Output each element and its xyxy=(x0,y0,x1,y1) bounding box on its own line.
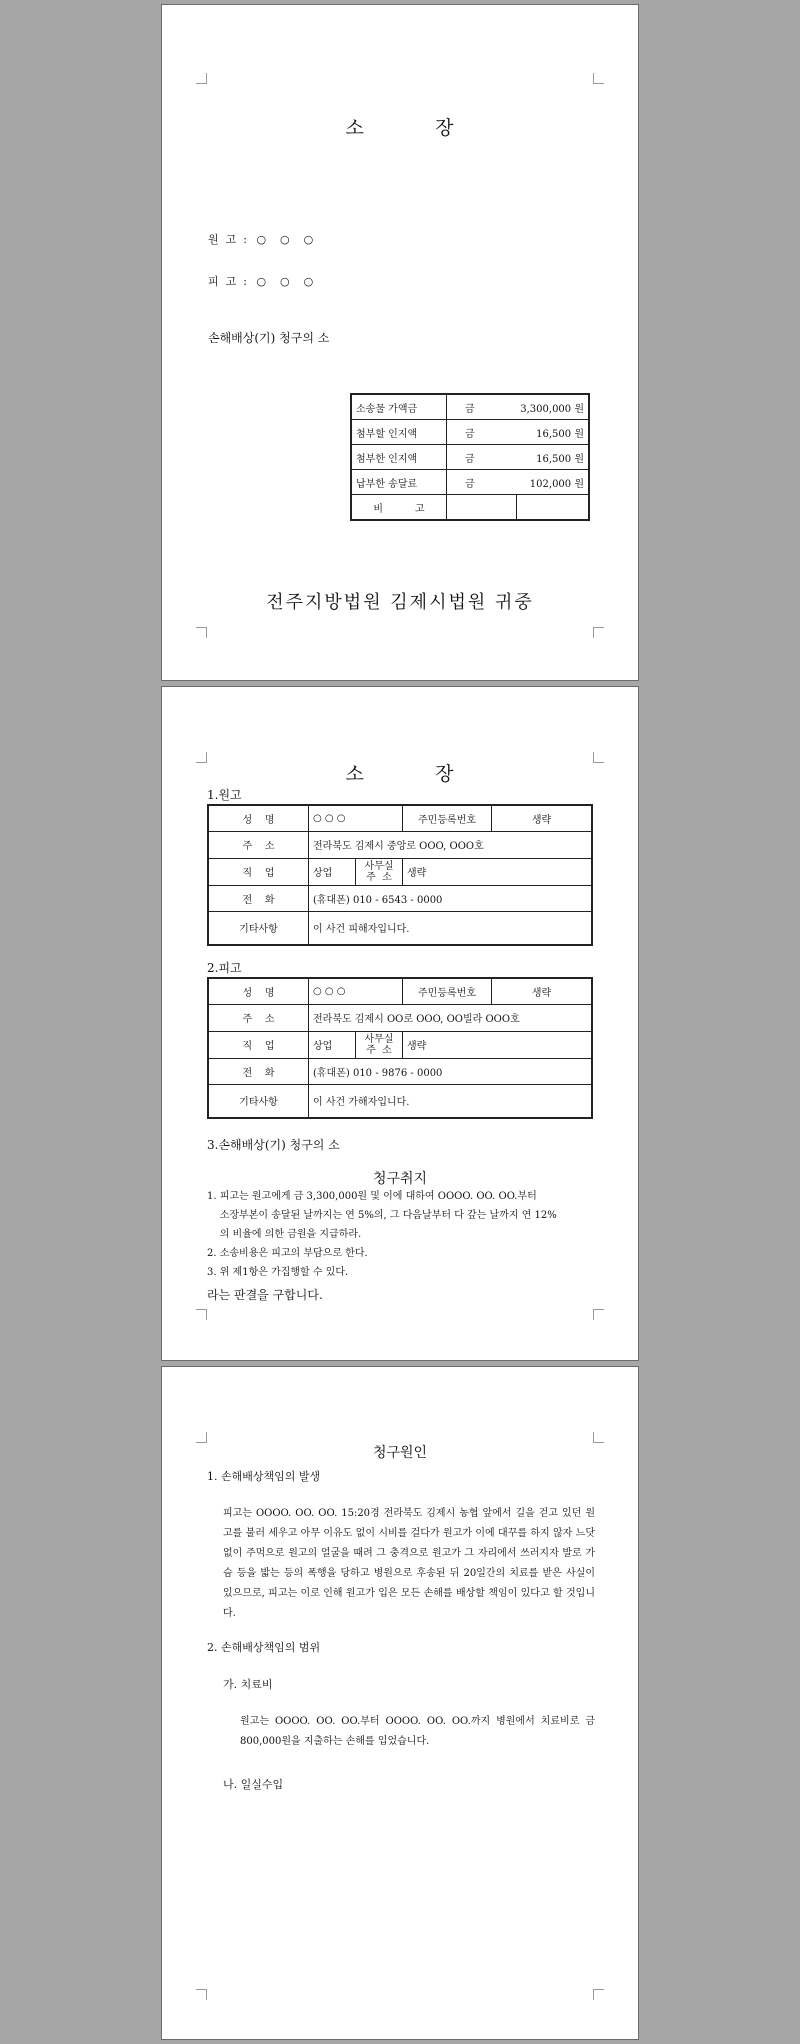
stamp-amount: 16,500 원 xyxy=(516,445,589,470)
office-label-line2: 주 소 xyxy=(366,871,392,883)
id-label: 주민등록번호 xyxy=(403,978,492,1004)
document-page-3 xyxy=(161,1366,639,2040)
stamp-row xyxy=(351,495,589,521)
defendant-job: 상업 xyxy=(309,1031,356,1058)
claims-list xyxy=(207,1187,557,1282)
document-page-1 xyxy=(161,4,639,681)
cause-heading: 청구원인 xyxy=(372,1445,428,1461)
plaintiff-office: 생략 xyxy=(403,858,593,885)
stamp-amount xyxy=(516,495,589,521)
margin-marker xyxy=(593,1989,604,2000)
defendant-name: ○ ○ ○ xyxy=(309,978,403,1004)
plaintiff-info-table xyxy=(207,804,593,946)
margin-marker xyxy=(593,627,604,638)
document-title: 소 장 xyxy=(345,763,455,785)
stamp-row xyxy=(351,420,589,445)
job-label: 직 업 xyxy=(208,1031,309,1058)
claim-line: 3. 위 제1항은 가집행할 수 있다. xyxy=(207,1267,349,1278)
defendant-label-text: 피 고 : xyxy=(208,275,247,288)
stamp-label: 소송물 가액금 xyxy=(351,394,446,420)
margin-marker xyxy=(196,627,207,638)
claim-line: 소장부본이 송달된 날까지는 연 5%의, 그 다음날부터 다 갚는 날까지 연 12% xyxy=(207,1210,557,1221)
plaintiff-job: 상업 xyxy=(309,858,356,885)
stamp-row xyxy=(351,445,589,470)
stamp-unit: 금 xyxy=(446,394,516,420)
margin-marker xyxy=(593,1309,604,1320)
plaintiff-address: 전라북도 김제시 중앙로 OOO, OOO호 xyxy=(309,831,593,858)
margin-marker xyxy=(196,73,207,84)
defendant-label xyxy=(208,273,313,289)
margin-marker xyxy=(196,1309,207,1320)
section2-heading: 2. 손해배상책임의 범위 xyxy=(207,1641,321,1654)
plaintiff-name: ○ ○ ○ xyxy=(309,805,403,831)
stamp-label: 첨부할 인지액 xyxy=(351,420,446,445)
plaintiff-phone: (휴대폰) 010 - 6543 - 0000 xyxy=(309,885,593,911)
stamp-unit: 금 xyxy=(446,420,516,445)
case-name: 손해배상(기) 청구의 소 xyxy=(208,331,330,345)
etc-label: 기타사항 xyxy=(208,1084,309,1118)
closing-sentence: 라는 판결을 구합니다. xyxy=(207,1288,323,1302)
stamp-row xyxy=(351,470,589,495)
section1-heading: 1. 손해배상책임의 발생 xyxy=(207,1470,321,1483)
phone-label: 전 화 xyxy=(208,1058,309,1084)
stamp-label: 첨부한 인지액 xyxy=(351,445,446,470)
defendant-phone: (휴대폰) 010 - 9876 - 0000 xyxy=(309,1058,593,1084)
sub-a-paragraph: 원고는 OOOO. OO. OO.부터 OOOO. OO. OO.까지 병원에서 치료비로 금 800,000원을 지출하는 손해를 입었습니다. xyxy=(240,1716,595,1747)
margin-marker xyxy=(593,73,604,84)
stamp-unit: 금 xyxy=(446,445,516,470)
stamp-label: 비 고 xyxy=(351,495,446,521)
plaintiff-heading: 1.원고 xyxy=(207,788,242,802)
document-page-2 xyxy=(161,686,639,1361)
claim-line: 의 비율에 의한 금원을 지급하라. xyxy=(207,1229,362,1240)
sub-b-heading: 나. 일실수입 xyxy=(223,1778,284,1791)
plaintiff-etc: 이 사건 피해자입니다. xyxy=(309,911,593,945)
claim-line: 1. 피고는 원고에게 금 3,300,000원 및 이에 대하여 OOOO. OO. OO.부터 xyxy=(207,1191,537,1202)
plaintiff-label-text: 원 고 : xyxy=(208,233,247,246)
address-label: 주 소 xyxy=(208,831,309,858)
job-label: 직 업 xyxy=(208,858,309,885)
name-label: 성 명 xyxy=(208,978,309,1004)
section1-paragraph: 피고는 OOOO. OO. OO. 15:20경 전라북도 김제시 농협 앞에서 길을 걷고 있던 원고를 불러 세우고 아무 이유도 없이 시비를 걸다가 원고가 이에 대꾸를 하지 않자 느닷없이 주먹으로 원고의 얼굴을 때려 그 충격으로 원고가 그 자리에서 쓰러지자 발로 가슴 등을 밟는 등의 폭행을 당하고 병원으로 후송된 뒤 20일간의 치료를 받은 사실이 있으므로, 피고는 이로 인해 원고가 입은 모든 손해를 배상할 책임이 있다고 할 것입니다. xyxy=(223,1508,595,1619)
stamp-row xyxy=(351,394,589,420)
claim-heading: 청구취지 xyxy=(372,1171,428,1187)
phone-label: 전 화 xyxy=(208,885,309,911)
defendant-info-table xyxy=(207,977,593,1119)
id-value: 생략 xyxy=(492,978,593,1004)
name-label: 성 명 xyxy=(208,805,309,831)
stamp-amount: 3,300,000 원 xyxy=(516,394,589,420)
stamp-amount: 102,000 원 xyxy=(516,470,589,495)
defendant-heading: 2.피고 xyxy=(207,961,242,975)
stamp-unit xyxy=(446,495,516,521)
office-label-line2: 주 소 xyxy=(366,1044,392,1056)
office-label-line1: 사무실 xyxy=(364,860,394,872)
defendant-etc: 이 사건 가해자입니다. xyxy=(309,1084,593,1118)
office-label-line1: 사무실 xyxy=(364,1033,394,1045)
plaintiff-name: ○ ○ ○ xyxy=(256,233,314,246)
id-label: 주민등록번호 xyxy=(403,805,492,831)
plaintiff-label xyxy=(208,231,313,247)
margin-marker xyxy=(196,1989,207,2000)
case-heading: 3.손해배상(기) 청구의 소 xyxy=(207,1138,340,1152)
court-name: 전주지방법원 김제시법원 귀중 xyxy=(266,592,534,613)
office-label xyxy=(356,858,403,885)
stamp-amount: 16,500 원 xyxy=(516,420,589,445)
stamp-fee-table xyxy=(350,393,590,521)
office-label xyxy=(356,1031,403,1058)
document-title: 소 장 xyxy=(345,117,455,139)
defendant-address: 전라북도 김제시 OO로 OOO, OO빌라 OOO호 xyxy=(309,1004,593,1031)
defendant-name: ○ ○ ○ xyxy=(256,275,314,288)
id-value: 생략 xyxy=(492,805,593,831)
claim-line: 2. 소송비용은 피고의 부담으로 한다. xyxy=(207,1248,368,1259)
defendant-office: 생략 xyxy=(403,1031,593,1058)
etc-label: 기타사항 xyxy=(208,911,309,945)
stamp-unit: 금 xyxy=(446,470,516,495)
stamp-label: 납부한 송달료 xyxy=(351,470,446,495)
address-label: 주 소 xyxy=(208,1004,309,1031)
sub-a-heading: 가. 치료비 xyxy=(223,1678,273,1691)
